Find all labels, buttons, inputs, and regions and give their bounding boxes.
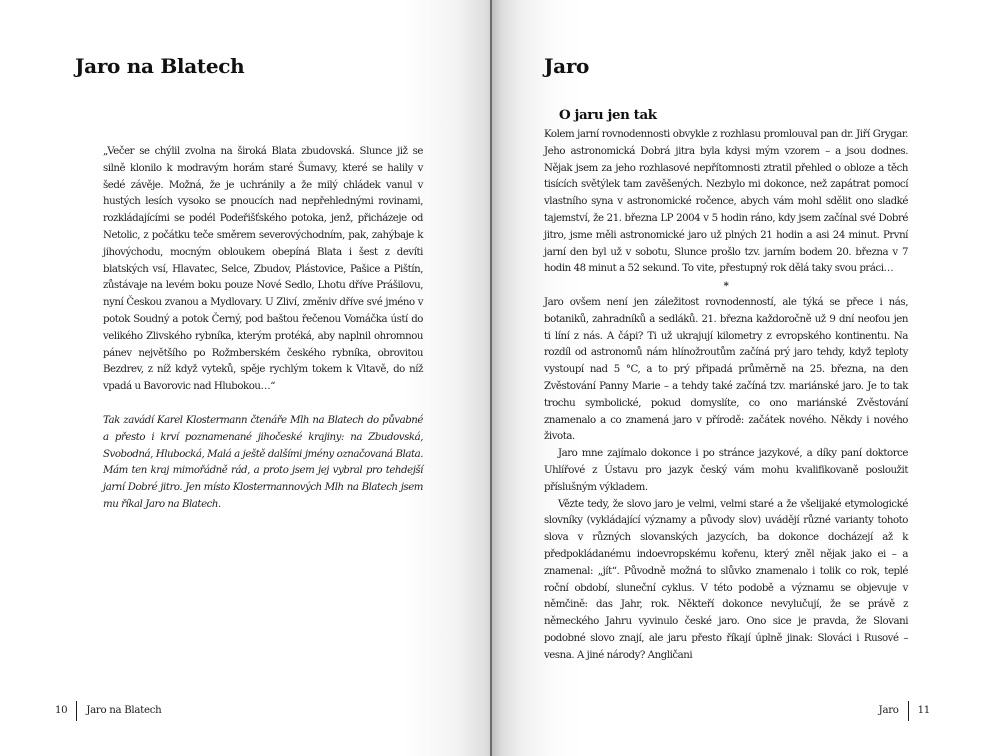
running-title: Jaro	[878, 705, 899, 716]
left-page-footer	[55, 701, 161, 721]
paragraph: Jaro mne zajímalo dokonce i po stránce jazykové, a díky paní doktorce Uhlířové z Ústavu pro jazyk český vám mohu kvalifikovaně posloužit příslušným výkladem.	[544, 448, 908, 493]
running-title: Jaro na Blatech	[86, 705, 162, 716]
section-separator: *	[723, 280, 729, 293]
right-page-body	[544, 127, 908, 665]
right-page	[492, 0, 983, 756]
footer-divider	[76, 701, 77, 721]
paragraph: Vězte tedy, že slovo jaro je velmi, velmi staré a že všelijaké etymologické slovníky (vykládající významy a původy slov) uvádějí různé varianty tohoto slova v různých slovanských jazycích, ba dokonce docházejí až k předpokládanému indoevropskému kořenu, který zněl nějak jako ei – a znamenal: „jít“. Původně možná to slůvko znamenalo i tolik co rok, teplé roční období, sluneční cyklus. V této podobě a významu se objevuje v němčině: das Jahr, rok. Někteří dokonce nevylučují, že se právě z německého Jahru vyvinulo české jaro. Ono sice je pravda, že Slovani podobné slovo znají, ale jaru přesto říkají úplně jinak: Slováci i Rusové – vesna. A jiné národy? Angličani	[544, 498, 908, 661]
right-page-footer	[879, 701, 930, 721]
left-page-body	[103, 144, 423, 514]
paragraph: Jaro ovšem není jen záležitost rovnodenností, ale týká se přece i nás, botaniků, zahradníků a sedláků. 21. března každoročně už 9 dní neofou jen ti líní z nás. A čápi? Ti už ukrajují kilometry z evropského kontinentu. Na rozdíl od astronomů nám hlínožroutům začíná prý jaro tehdy, když teploty vystoupí nad 5 °C, a to prý připadá průměrně na 25. března, na den Zvěstování Panny Marie – a tehdy také začíná tzv. mariánské jaro. Je to tak trochu symbolické, pokud domyslíte, co ono mariánské Zvěstování znamenalo a co znamená jaro v přírodě: začátek nového. Někdy i nového života.	[544, 296, 908, 443]
page-number: 11	[917, 705, 930, 716]
klostermann-quote: „Večer se chýlil zvolna na široká Blata zbudovská. Slunce již se silně klonilo k modravým horám staré Šumavy, které se halily v šedé závěje. Možná, že je uchránily a že milý chládek vanul v hustých lesích vysoko se pnoucích nad nepřehlednými rovinami, rozkládajícími se podél Podeřišťského potoka, jenž, přicházeje od Netolic, z počátku teče směrem severovýchodním, pak, zahýbaje k jihovýchodu, mocným obloukem obepíná Blata i šest z devíti blatských vsí, Hlavatec, Selce, Zbudov, Plástovice, Pašice a Pištín, zůstávaje na levém boku pouze Nové Sedlo, Lhotu dříve Prášilovu, nyní Českou zvanou a Mydlovary. U Zliví, změniv dříve své jméno v potok Soudný a potok Černý, pod baštou řečenou Vomáčka ústí do velikého Zlivského rybníka, kterým protéká, aby naplnil ohromnou pánev největšího po Rožmberském českého rybníka, obrovitou Bezdrev, z níž když vyteků, spěje rychlým tokem k Vltavě, do níž vpadá u Bavorovic nad Hlubokou…“	[103, 146, 423, 393]
paragraph: Kolem jarní rovnodennosti obvykle z rozhlasu promlouval pan dr. Jiří Grygar. Jeho astronomická Dobrá jitra byla kdysi mým vzorem – a jsou dodnes. Nějak jsem za jeho rozhlasové nepřítomnosti ztratil přehled o obloze a těch tisících světýlek tam zavěšených. Nezbylo mi dokonce, než zapátrat pomocí vlastního syna v astronomické ročence, abych vám mohl sdělit ono sladké tajemství, že 21. března LP 2004 v 5 hodin ráno, kdy jsem začínal své Dobré jitro, jsme měli astronomické jaro už plných 21 hodin a asi 24 minut. První jarní den byl už v sobotu, Slunce prošlo tzv. jarním bodem 20. března v 7 hodin 48 minut a 52 sekund. To vite, přestupný rok dělá taky svou práci…	[544, 129, 908, 275]
chapter-title: Jaro na Blatech	[75, 54, 245, 78]
author-note: Tak zavádí Karel Klostermann čtenáře Mlh na Blatech do půvabné a přesto i krví poznamenané jihočeské krajiny: na Zbudovská, Svobodná, Hlubocká, Malá a ještě dalšími jmény označovaná Blata. Mám ten kraj mimořádně rád, a proto jsem jej vybral pro tehdejší jarní Dobré jitro. Jen místo Klostermannových Mlh na Blatech jsem mu říkal Jaro na Blatech.	[103, 414, 423, 510]
footer-divider	[908, 701, 909, 721]
left-page	[0, 0, 491, 756]
chapter-title: Jaro	[544, 54, 590, 78]
page-number: 10	[55, 705, 68, 716]
section-heading: O jaru jen tak	[559, 107, 657, 123]
